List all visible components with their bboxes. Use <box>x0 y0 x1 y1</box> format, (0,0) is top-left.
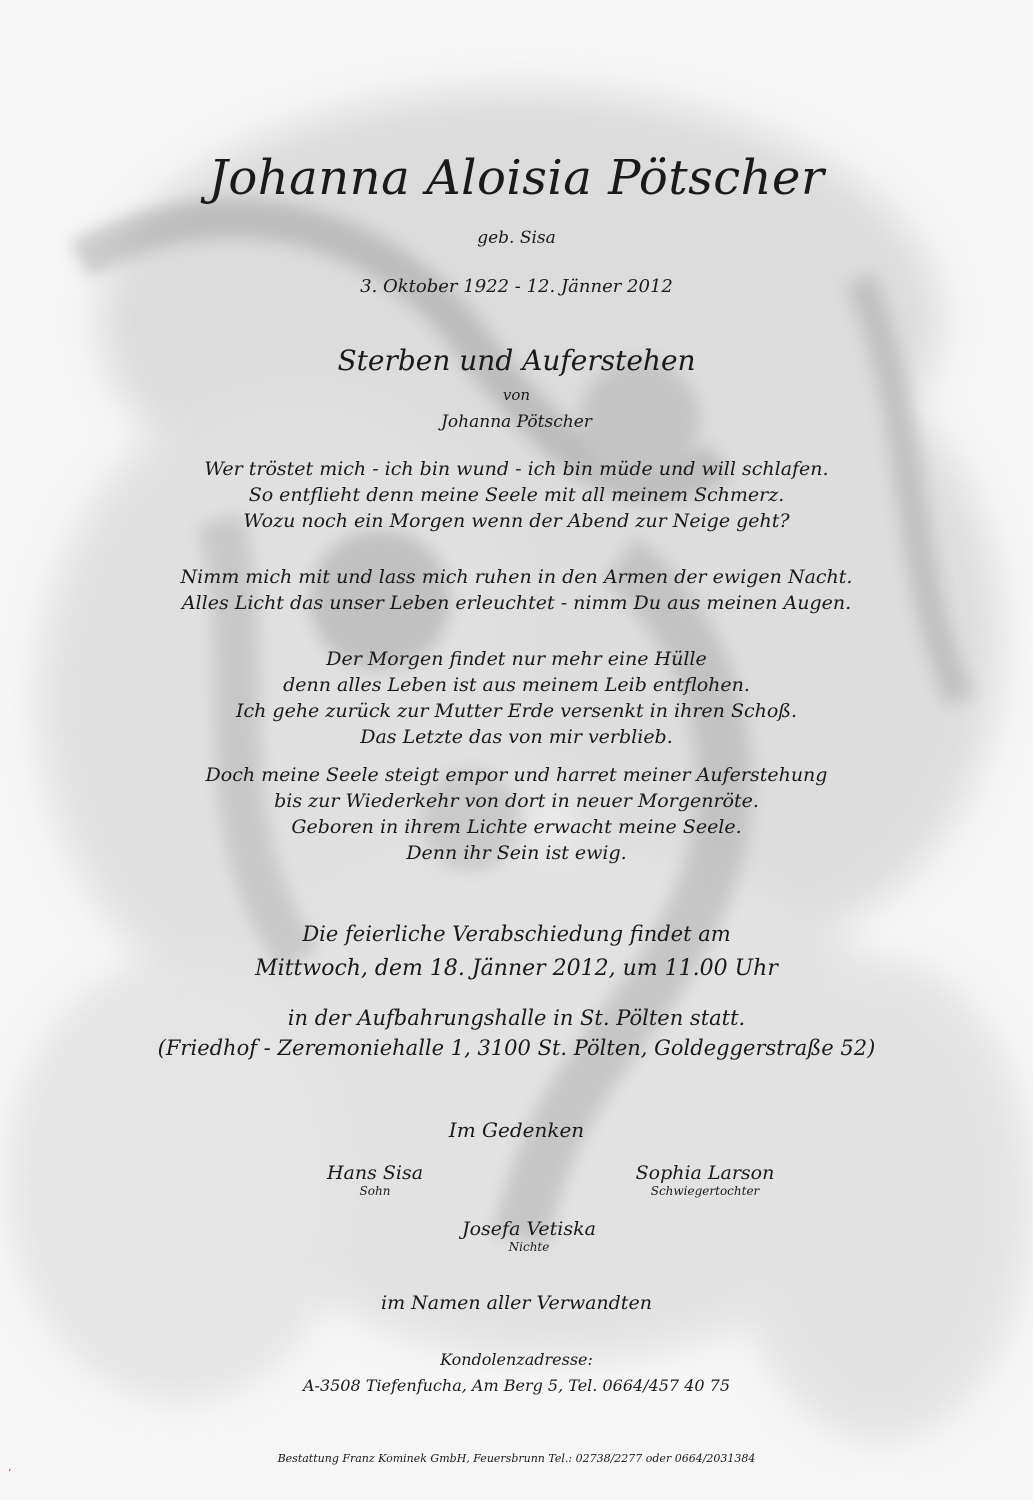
poem-line: Der Morgen findet nur mehr eine Hülle <box>326 648 707 670</box>
poem-stanza <box>0 646 1033 750</box>
mourner-relation: Nichte <box>508 1240 550 1254</box>
poem-line: Nimm mich mit und lass mich ruhen in den Armen der ewigen Nacht. <box>180 566 853 588</box>
poem-stanza <box>0 762 1033 866</box>
life-dates: 3. Oktober 1922 - 12. Jänner 2012 <box>360 276 673 297</box>
poem-title: Sterben und Auferstehen <box>337 344 696 377</box>
mourner-entry <box>444 1218 614 1254</box>
ceremony-intro: Die feierliche Verabschiedung findet am <box>302 922 731 946</box>
condolence-address: A-3508 Tiefenfucha, Am Berg 5, Tel. 0664/457 40 75 <box>302 1376 730 1395</box>
all-relatives-line: im Namen aller Verwandten <box>381 1292 652 1314</box>
poem-line: Alles Licht das unser Leben erleuchtet - nimm Du aus meinen Augen. <box>181 592 852 614</box>
undertaker-footer: Bestattung Franz Kominek GmbH, Feuersbrunn Tel.: 02738/2277 oder 0664/2031384 <box>277 1452 756 1465</box>
scan-mark-icon: ‘ <box>8 1468 12 1479</box>
poem-line: Wozu noch ein Morgen wenn der Abend zur Neige geht? <box>243 510 790 532</box>
poem-stanza <box>0 456 1033 534</box>
memorial-heading: Im Gedenken <box>448 1118 585 1142</box>
ceremony-datetime: Mittwoch, dem 18. Jänner 2012, um 11.00 Uhr <box>255 956 778 981</box>
poem-line: Doch meine Seele steigt empor und harret meiner Auferstehung <box>205 764 828 786</box>
poem-stanza <box>0 564 1033 616</box>
poem-line: Das Letzte das von mir verblieb. <box>360 726 673 748</box>
mourner-name: Sophia Larson <box>635 1162 775 1184</box>
poem-line: Ich gehe zurück zur Mutter Erde versenkt in ihren Schoß. <box>235 700 798 722</box>
mourner-name: Hans Sisa <box>326 1162 424 1184</box>
poem-by: von <box>502 386 531 404</box>
ceremony-location: in der Aufbahrungshalle in St. Pölten statt. <box>287 1006 746 1030</box>
poem-line: Geboren in ihrem Lichte erwacht meine Seele. <box>291 816 742 838</box>
condolence-label: Kondolenzadresse: <box>440 1350 593 1369</box>
mourner-relation: Sohn <box>359 1184 391 1198</box>
ceremony-address: (Friedhof - Zeremoniehalle 1, 3100 St. Pölten, Goldeggerstraße 52) <box>157 1036 876 1060</box>
mourner-entry <box>620 1162 790 1198</box>
poem-author: Johanna Pötscher <box>441 412 592 432</box>
poem-line: denn alles Leben ist aus meinem Leib entflohen. <box>283 674 750 696</box>
mourner-name: Josefa Vetiska <box>462 1218 596 1240</box>
poem-line: Wer tröstet mich - ich bin wund - ich bin müde und will schlafen. <box>204 458 829 480</box>
poem-line: bis zur Wiederkehr von dort in neuer Morgenröte. <box>274 790 759 812</box>
poem-line: So entflieht denn meine Seele mit all meinem Schmerz. <box>248 484 785 506</box>
mourner-entry <box>290 1162 460 1198</box>
birth-name: geb. Sisa <box>477 228 556 248</box>
deceased-name: Johanna Aloisia Pötscher <box>208 150 825 206</box>
mourner-relation: Schwiegertochter <box>650 1184 760 1198</box>
poem-line: Denn ihr Sein ist ewig. <box>406 842 627 864</box>
